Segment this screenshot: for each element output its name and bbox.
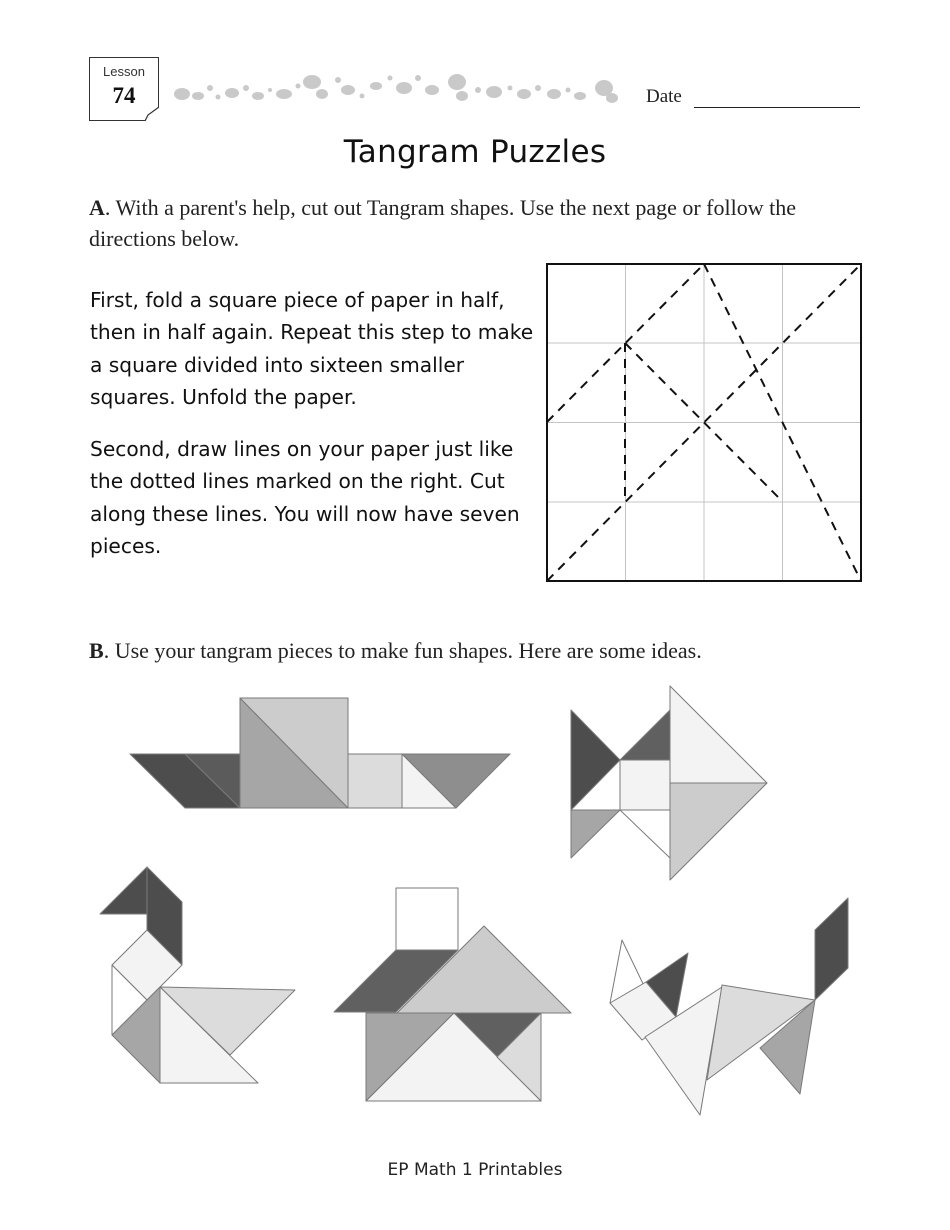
step-first: First, fold a square piece of paper in half, then in half again. Repeat this step to make a square divided into sixteen smaller squares. Unfold the paper. [90,288,534,409]
fish-piece [670,783,767,880]
fish-piece [620,760,670,810]
tangram-house [334,888,571,1101]
fish-piece [670,686,767,783]
fish-piece [620,710,670,760]
lesson-number: 74 [112,83,136,108]
fish-piece [620,810,670,858]
date-label: Date [646,86,682,107]
tangram-fish [571,686,767,880]
page-title: Tangram Puzzles [343,134,607,170]
boat-piece [348,754,402,808]
swan-piece [100,867,147,914]
tangram-boat [130,698,510,808]
house-piece [396,888,458,950]
footer: EP Math 1 Printables [387,1160,563,1180]
lesson-label: Lesson [103,64,145,79]
tangram-swan [100,867,295,1083]
tangram-fox [610,898,848,1115]
fish-piece [571,710,620,810]
fox-piece [815,898,848,1000]
section-b-letter: B [89,638,104,663]
section-a-body: . With a parent's help, cut out Tangram shapes. Use the next page or follow the directions below. [89,195,796,251]
section-b-body: . Use your tangram pieces to make fun shapes. Here are some ideas. [103,638,702,663]
section-a-letter: A [89,195,105,220]
step-second: Second, draw lines on your paper just like the dotted lines marked on the right. Cut along these lines. You will now have seven pieces. [90,437,520,558]
fish-piece [571,810,620,858]
